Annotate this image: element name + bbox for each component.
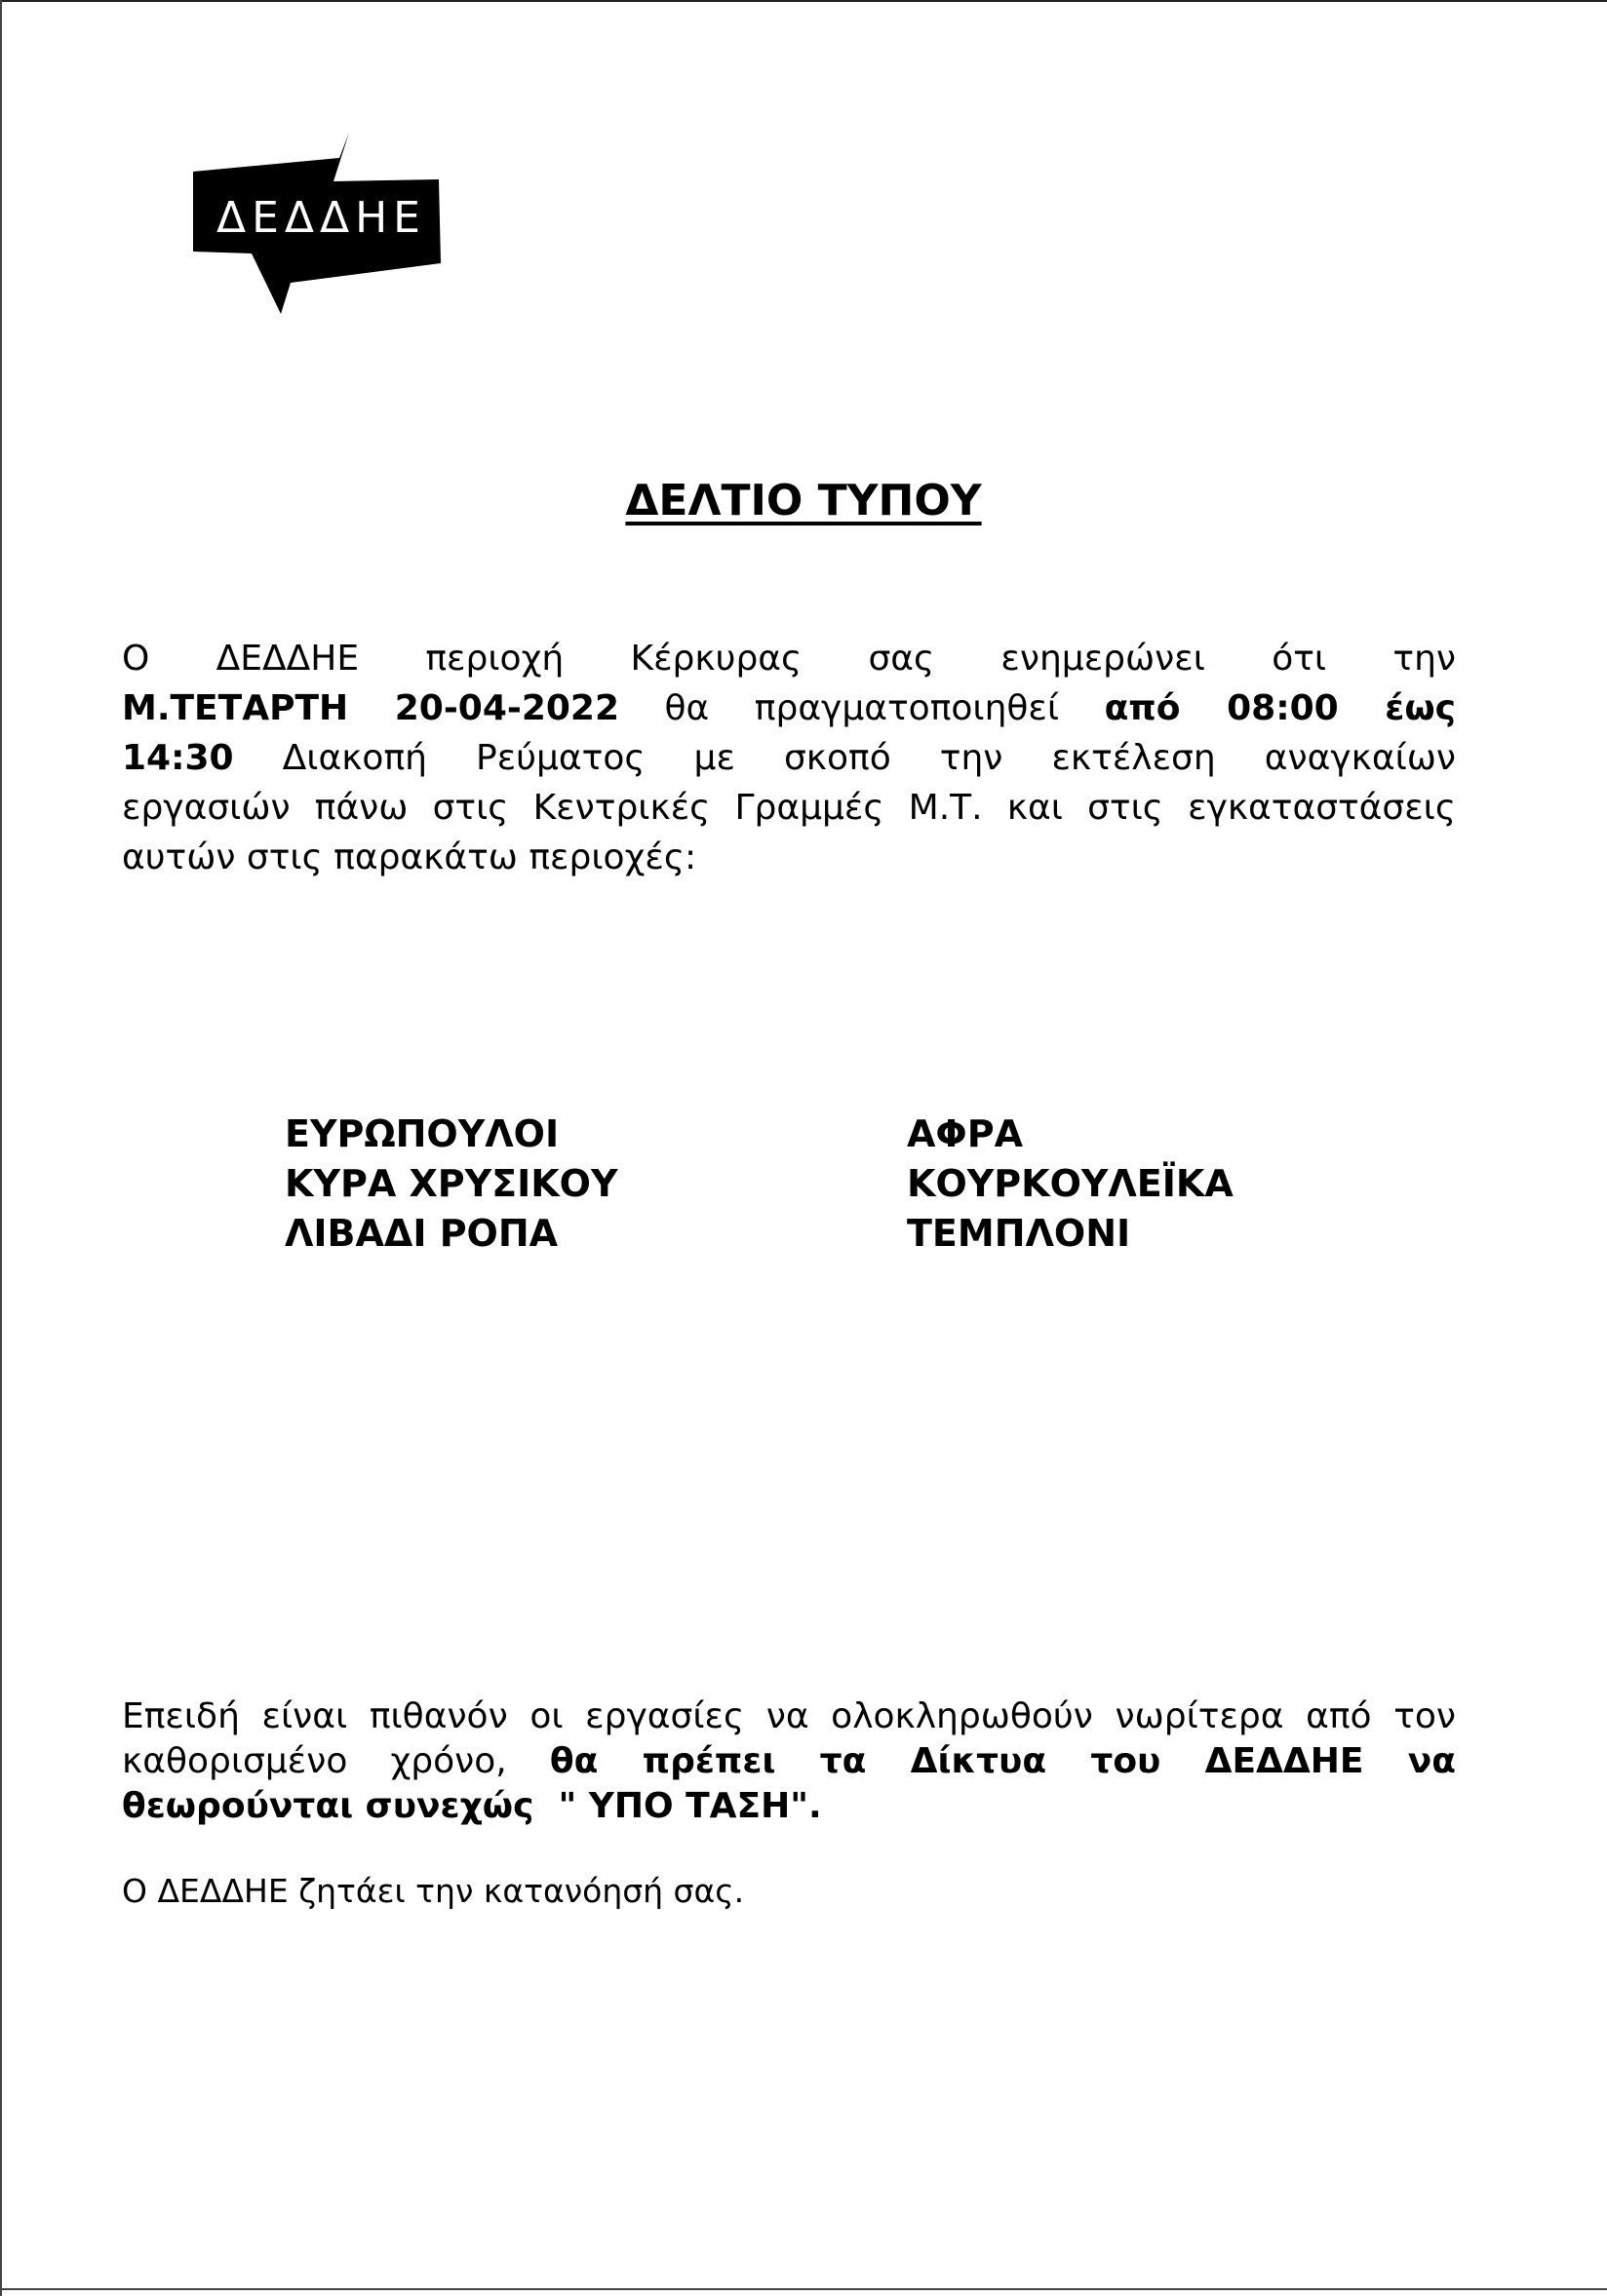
title-text: ΔΕΛΤΙΟ ΤΥΠΟΥ: [625, 476, 982, 525]
time-range: από 08:00 έως: [1104, 688, 1456, 728]
page-title: [0, 476, 1607, 525]
area-name: ΑΦΡΑ: [907, 1112, 1023, 1155]
areas-right-column: [907, 1109, 1234, 1259]
text: θα πραγματοποιηθεί: [664, 688, 1060, 728]
areas-left-column: [285, 1109, 617, 1259]
text: εργασιών πάνω στις Κεντρικές Γραμμές Μ.Τ. και στις εγκαταστάσεις: [122, 788, 1456, 828]
closing-line: Ο ΔΕΔΔΗΕ ζητάει την κατανόησή σας.: [122, 1872, 745, 1910]
bold-warning: θα πρέπει τα Δίκτυα του ΔΕΔΔΗΕ να: [549, 1741, 1456, 1781]
area-name: ΛΙΒΑΔΙ ΡΟΠΑ: [285, 1212, 559, 1255]
announcement-paragraph: [122, 634, 1456, 882]
text-line: [122, 1784, 1456, 1829]
area-name: ΚΥΡΑ ΧΡΥΣΙΚΟΥ: [285, 1162, 618, 1205]
area-name: ΚΟΥΡΚΟΥΛΕΪΚΑ: [907, 1162, 1234, 1205]
text-line: [122, 1694, 1456, 1739]
bold-warning: θεωρούνται συνεχώς " ΥΠΟ ΤΑΣΗ".: [122, 1786, 822, 1826]
text: καθορισμένο χρόνο,: [122, 1741, 507, 1781]
text: αυτών στις παρακάτω περιοχές:: [122, 837, 697, 877]
warning-paragraph: [122, 1694, 1456, 1829]
page-border-left: [0, 0, 2, 2296]
text: Διακοπή Ρεύματος με σκοπό την εκτέλεση αναγκαίων: [282, 738, 1456, 778]
end-time: 14:30: [122, 738, 234, 778]
text: Επειδή είναι πιθανόν οι εργασίες να ολοκληρωθούν νωρίτερα από τον: [122, 1696, 1456, 1736]
text-line: [122, 634, 1456, 683]
date: Μ.ΤΕΤΑΡΤΗ 20-04-2022: [122, 688, 620, 728]
page-border-bottom: [0, 2288, 1607, 2290]
page-border-top: [0, 0, 1607, 2]
text-line: [122, 733, 1456, 783]
text-line: [122, 683, 1456, 733]
text-line: [122, 783, 1456, 833]
text-line: [122, 833, 1456, 882]
text: Ο ΔΕΔΔΗΕ περιοχή Κέρκυρας σας ενημερώνει ότι την: [122, 639, 1456, 679]
text-line: [122, 1739, 1456, 1784]
area-name: ΤΕΜΠΛΟΝΙ: [907, 1212, 1131, 1255]
logo-text: ΔΕΔΔΗΕ: [216, 193, 426, 243]
area-name: ΕΥΡΩΠΟΥΛΟΙ: [285, 1112, 560, 1155]
